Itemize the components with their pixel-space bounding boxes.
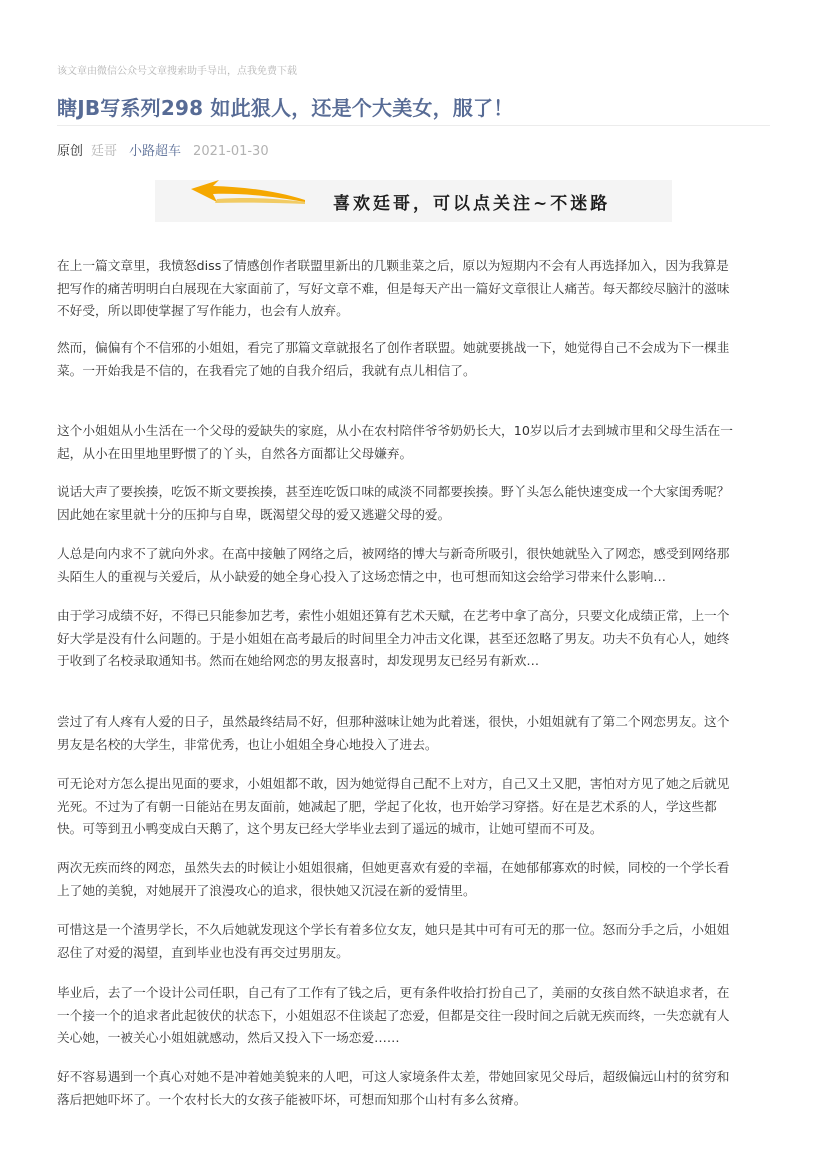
export-notice[interactable]: 该文章由微信公众号文章搜索助手导出，点我免费下载 <box>57 66 297 77</box>
original-label: 原创 <box>57 144 84 159</box>
banner-text: 喜欢廷哥，可以点关注~不迷路 <box>333 194 611 214</box>
author-name: 廷哥 <box>91 144 118 159</box>
article-title: 瞎JB写系列298 如此狠人，还是个大美女，服了！ <box>57 96 514 120</box>
paragraph: 在上一篇文章里，我愤怒diss了情感创作者联盟里新出的几颗韭菜之后，原以为短期内不会有人再选择加入，因为我算是 把写作的痛苦明明白白展现在大家面前了，写好文章不难，但是每天产出一篇好文章很让人痛苦。每天都绞尽脑汁的滋味 不好受，所以即使掌握了写作能力，也会有人放弃。 <box>57 258 730 318</box>
publish-date: 2021-01-30 <box>193 144 269 159</box>
paragraph: 然而，偏偏有个不信邪的小姐姐，看完了那篇文章就报名了创作者联盟。她就要挑战一下，她觉得自己不会成为下一棵韭 菜。一开始我是不信的，在我看完了她的自我介绍后，我就有点儿相信了。 <box>57 340 730 378</box>
paragraph: 好不容易遇到一个真心对她不是冲着她美貌来的人吧，可这人家境条件太差，带她回家见父母后，超级偏远山村的贫穷和 落后把她吓坏了。一个农村长大的女孩子能被吓坏，可想而知那个山村有多么贫瘠。 <box>57 1069 730 1107</box>
paragraph: 由于学习成绩不好，不得已只能参加艺考，索性小姐姐还算有艺术天赋，在艺考中拿了高分，只要文化成绩正常，上一个 好大学是没有什么问题的。于是小姐姐在高考最后的时间里全力冲击文化课，甚至还忽略了男友。功夫不负有心人，她终 于收到了名校录取通知书。然而在她给网恋的男友报喜时，却发现男友已经另有新欢… <box>57 608 730 668</box>
title-divider <box>57 125 770 126</box>
article-meta <box>57 140 269 159</box>
paragraph: 人总是向内求不了就向外求。在高中接触了网络之后，被网络的博大与新奇所吸引，很快她就坠入了网恋，感受到网络那 头陌生人的重视与关爱后，从小缺爱的她全身心投入了这场恋情之中，也可想而知这会给学习带来什么影响… <box>57 546 730 584</box>
follow-banner <box>155 180 672 222</box>
paragraph: 可无论对方怎么提出见面的要求，小姐姐都不敢，因为她觉得自己配不上对方，自己又土又肥，害怕对方见了她之后就见 光死。不过为了有朝一日能站在男友面前，她减起了肥，学起了化妆，也开始学习穿搭。好在是艺术系的人，学这些都 快。可等到丑小鸭变成白天鹅了，这个男友已经大学毕业去到了遥远的城市，让她可望而不可及。 <box>57 776 730 836</box>
paragraph: 可惜这是一个渣男学长，不久后她就发现这个学长有着多位女友，她只是其中可有可无的那一位。怒而分手之后，小姐姐 忍住了对爱的渴望，直到毕业也没有再交过男朋友。 <box>57 922 730 960</box>
paragraph: 这个小姐姐从小生活在一个父母的爱缺失的家庭，从小在农村陪伴爷爷奶奶长大，10岁以后才去到城市里和父母生活在一 起，从小在田里地里野惯了的丫头，自然各方面都让父母嫌弃。 <box>57 423 733 461</box>
paragraph: 毕业后，去了一个设计公司任职，自己有了工作有了钱之后，更有条件收拾打扮自己了，美丽的女孩自然不缺追求者，在 一个接一个的追求者此起彼伏的状态下，小姐姐忍不住谈起了恋爱，但都是交往一段时间之后就无疾而终，一失恋就有人 关心她，一被关心小姐姐就感动，然后又投入下一场恋爱…… <box>57 985 730 1045</box>
account-link[interactable]: 小路超车 <box>129 144 182 159</box>
paragraph: 尝过了有人疼有人爱的日子，虽然最终结局不好，但那种滋味让她为此着迷，很快，小姐姐就有了第二个网恋男友。这个 男友是名校的大学生，非常优秀，也让小姐姐全身心地投入了进去。 <box>57 714 730 752</box>
paragraph: 两次无疾而终的网恋，虽然失去的时候让小姐姐很痛，但她更喜欢有爱的幸福，在她郁郁寡欢的时候，同校的一个学长看 上了她的美貌，对她展开了浪漫攻心的追求，很快她又沉浸在新的爱情里。 <box>57 860 730 898</box>
paragraph: 说话大声了要挨揍，吃饭不斯文要挨揍，甚至连吃饭口味的咸淡不同都要挨揍。野丫头怎么能快速变成一个大家闺秀呢？ 因此她在家里就十分的压抑与自卑，既渴望父母的爱又逃避父母的爱。 <box>57 484 730 522</box>
